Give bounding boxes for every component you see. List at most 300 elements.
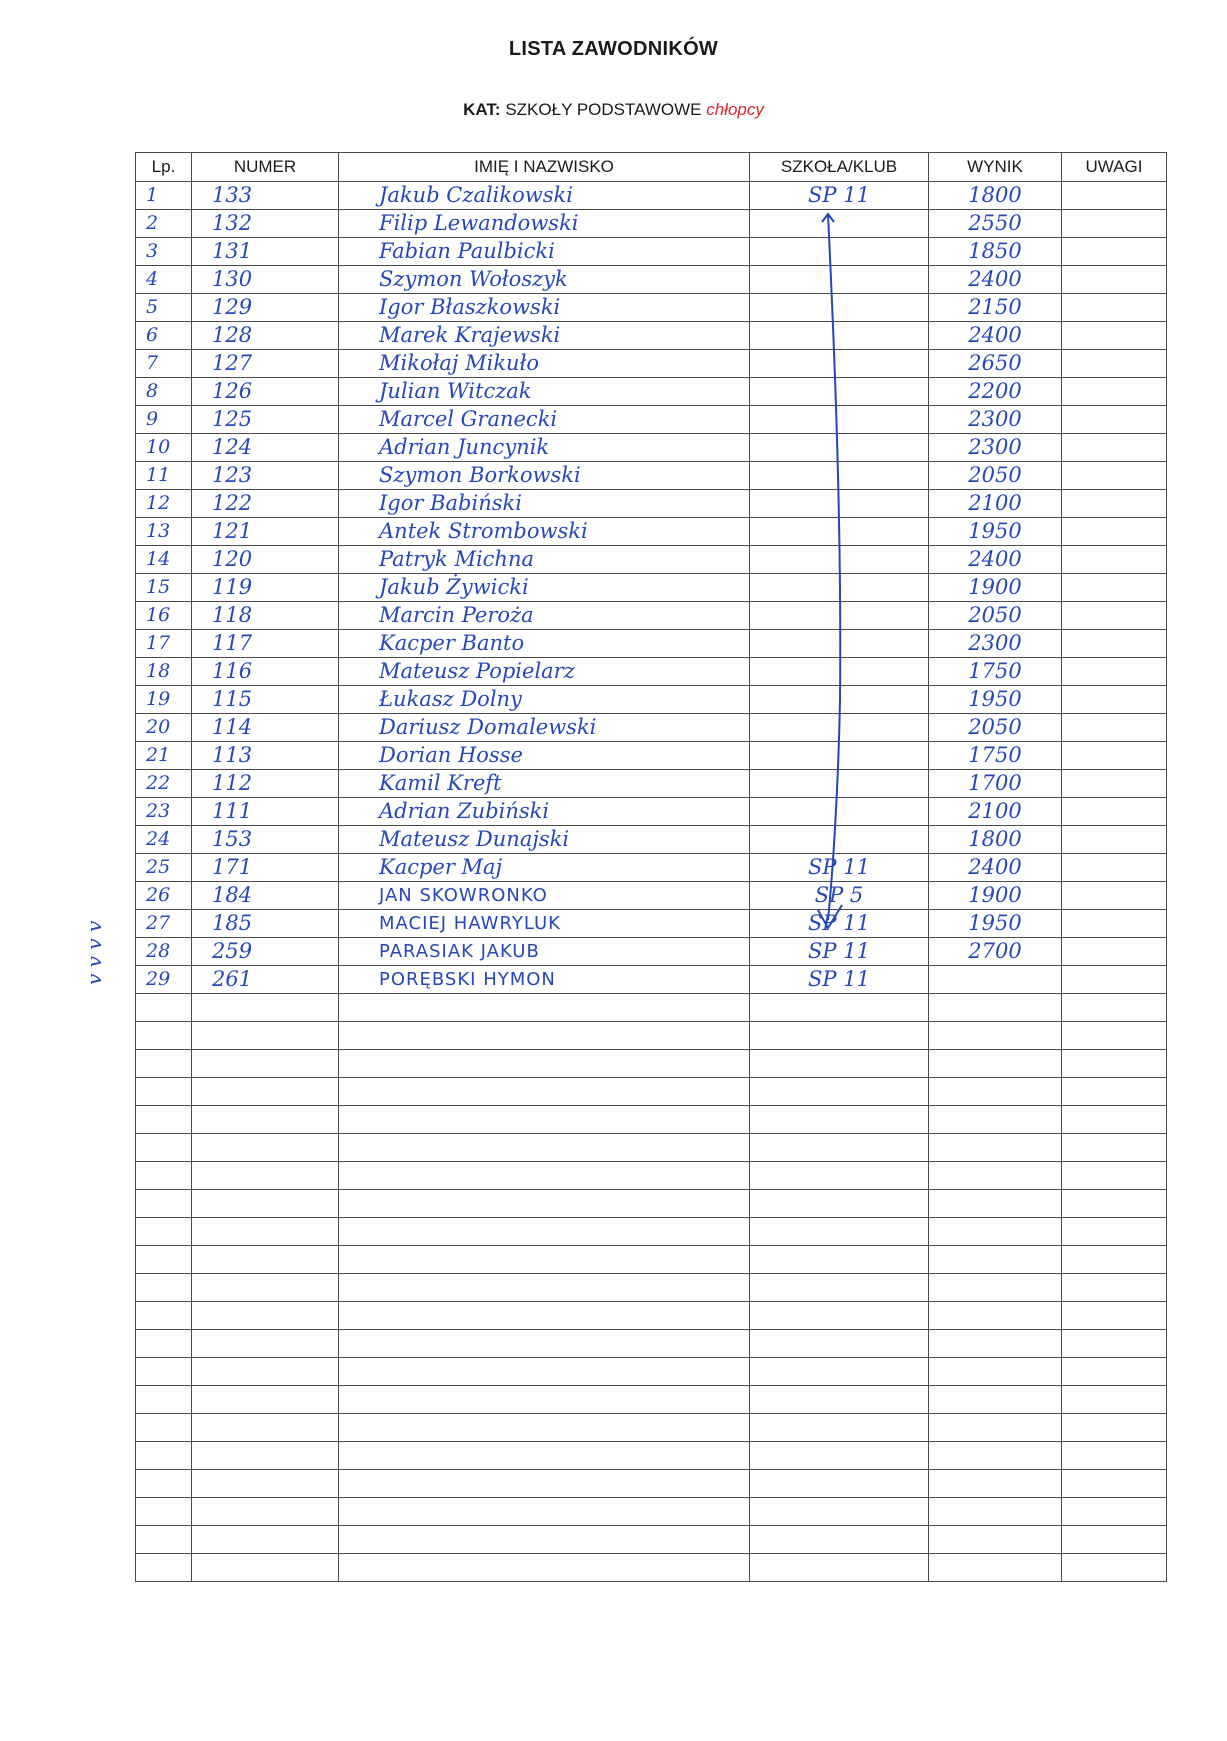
cell-club xyxy=(750,1414,929,1442)
cell-wynik-text: 2050 xyxy=(968,603,1022,627)
cell-lp xyxy=(136,994,192,1022)
cell-wynik xyxy=(929,1554,1062,1582)
table-row xyxy=(136,1022,1167,1050)
table-row xyxy=(136,462,1167,490)
cell-lp-text: 6 xyxy=(146,324,159,346)
cell-club xyxy=(750,1470,929,1498)
cell-numer xyxy=(192,854,339,882)
col-wynik: WYNIK xyxy=(929,153,1062,182)
cell-wynik xyxy=(929,1190,1062,1218)
cell-uwagi xyxy=(1062,994,1167,1022)
cell-club xyxy=(750,406,929,434)
table-row xyxy=(136,602,1167,630)
cell-uwagi xyxy=(1062,798,1167,826)
table-row xyxy=(136,714,1167,742)
cell-lp-text: 10 xyxy=(146,436,171,458)
table-row xyxy=(136,686,1167,714)
cell-uwagi xyxy=(1062,350,1167,378)
cell-lp-text: 28 xyxy=(146,940,171,962)
cell-wynik xyxy=(929,1470,1062,1498)
cell-numer-text: 131 xyxy=(212,239,253,263)
cell-name xyxy=(339,462,750,490)
cell-name xyxy=(339,1470,750,1498)
cell-club xyxy=(750,994,929,1022)
table-row xyxy=(136,1470,1167,1498)
cell-uwagi xyxy=(1062,1358,1167,1386)
table-row xyxy=(136,910,1167,938)
table-header-row xyxy=(136,153,1167,182)
cell-name xyxy=(339,1106,750,1134)
cell-wynik xyxy=(929,1526,1062,1554)
cell-wynik xyxy=(929,686,1062,714)
cell-wynik xyxy=(929,574,1062,602)
cell-lp-text: 26 xyxy=(146,884,171,906)
cell-club xyxy=(750,1526,929,1554)
cell-lp xyxy=(136,182,192,210)
cell-lp xyxy=(136,378,192,406)
cell-wynik xyxy=(929,266,1062,294)
cell-numer xyxy=(192,1386,339,1414)
cell-name xyxy=(339,1330,750,1358)
cell-numer xyxy=(192,1358,339,1386)
col-numer: NUMER xyxy=(192,153,339,182)
roster-table xyxy=(135,152,1167,1582)
cell-club xyxy=(750,518,929,546)
cell-name-text: PARASIAK JAKUB xyxy=(379,941,540,962)
cell-numer-text: 128 xyxy=(212,323,253,347)
cell-wynik xyxy=(929,994,1062,1022)
cell-lp xyxy=(136,1218,192,1246)
cell-uwagi xyxy=(1062,490,1167,518)
cell-club xyxy=(750,1330,929,1358)
table-row xyxy=(136,238,1167,266)
table-row xyxy=(136,294,1167,322)
cell-numer xyxy=(192,602,339,630)
cell-name xyxy=(339,966,750,994)
cell-club-text: SP 11 xyxy=(808,855,870,879)
table-row xyxy=(136,742,1167,770)
cell-club xyxy=(750,1246,929,1274)
cell-lp-text: 22 xyxy=(146,772,171,794)
cell-club xyxy=(750,378,929,406)
cell-lp xyxy=(136,1470,192,1498)
cell-lp-text: 4 xyxy=(146,268,159,290)
cell-numer xyxy=(192,378,339,406)
cell-club xyxy=(750,854,929,882)
table-row xyxy=(136,1246,1167,1274)
cell-lp xyxy=(136,714,192,742)
cell-wynik xyxy=(929,966,1062,994)
cell-name-text: Dorian Hosse xyxy=(379,743,523,767)
cell-numer xyxy=(192,1498,339,1526)
cell-club xyxy=(750,1078,929,1106)
cell-uwagi xyxy=(1062,1526,1167,1554)
cell-name-text: Igor Błaszkowski xyxy=(379,295,561,319)
cell-uwagi xyxy=(1062,602,1167,630)
cell-name xyxy=(339,294,750,322)
cell-club xyxy=(750,826,929,854)
cell-lp xyxy=(136,1358,192,1386)
cell-numer-text: 259 xyxy=(212,939,253,963)
cell-uwagi xyxy=(1062,1218,1167,1246)
cell-uwagi xyxy=(1062,462,1167,490)
cell-uwagi xyxy=(1062,882,1167,910)
cell-wynik xyxy=(929,714,1062,742)
cell-uwagi xyxy=(1062,714,1167,742)
cell-wynik xyxy=(929,630,1062,658)
cell-numer xyxy=(192,1190,339,1218)
cell-lp-text: 12 xyxy=(146,492,171,514)
cell-lp xyxy=(136,1190,192,1218)
cell-numer xyxy=(192,490,339,518)
cell-name-text: MACIEJ HAWRYLUK xyxy=(379,913,561,934)
cell-numer xyxy=(192,910,339,938)
cell-name xyxy=(339,1246,750,1274)
cell-numer-text: 184 xyxy=(212,883,253,907)
cell-numer xyxy=(192,1442,339,1470)
cell-wynik-text: 1950 xyxy=(968,519,1022,543)
cell-club xyxy=(750,1162,929,1190)
cell-numer xyxy=(192,210,339,238)
cell-lp xyxy=(136,1022,192,1050)
cell-lp xyxy=(136,910,192,938)
cell-wynik xyxy=(929,826,1062,854)
table-row xyxy=(136,1078,1167,1106)
cell-wynik-text: 1900 xyxy=(968,883,1022,907)
cell-numer-text: 125 xyxy=(212,407,253,431)
cell-name-text: Patryk Michna xyxy=(379,547,534,571)
cell-lp xyxy=(136,1078,192,1106)
cell-club xyxy=(750,1442,929,1470)
cell-lp xyxy=(136,1106,192,1134)
cell-club xyxy=(750,966,929,994)
cell-wynik-text: 2050 xyxy=(968,463,1022,487)
cell-uwagi xyxy=(1062,1134,1167,1162)
table-row xyxy=(136,266,1167,294)
cell-wynik xyxy=(929,1050,1062,1078)
cell-lp xyxy=(136,266,192,294)
cell-club-text: SP 11 xyxy=(808,183,870,207)
margin-checkmarks: v v v v xyxy=(82,920,106,985)
cell-club xyxy=(750,630,929,658)
cell-wynik-text: 2400 xyxy=(968,855,1022,879)
cell-club xyxy=(750,182,929,210)
cell-numer xyxy=(192,1078,339,1106)
cell-name xyxy=(339,770,750,798)
cell-club xyxy=(750,1134,929,1162)
cell-name xyxy=(339,1414,750,1442)
cell-wynik-text: 2200 xyxy=(968,379,1022,403)
cell-lp xyxy=(136,966,192,994)
cell-uwagi xyxy=(1062,1050,1167,1078)
cell-uwagi xyxy=(1062,574,1167,602)
cell-club xyxy=(750,1358,929,1386)
cell-numer-text: 132 xyxy=(212,211,253,235)
cell-numer-text: 126 xyxy=(212,379,253,403)
cell-wynik-text: 1900 xyxy=(968,575,1022,599)
cell-wynik-text: 1700 xyxy=(968,771,1022,795)
cell-wynik xyxy=(929,1274,1062,1302)
table-row xyxy=(136,182,1167,210)
cell-wynik-text: 1750 xyxy=(968,743,1022,767)
cell-wynik xyxy=(929,742,1062,770)
cell-wynik xyxy=(929,938,1062,966)
cell-wynik xyxy=(929,798,1062,826)
cell-uwagi xyxy=(1062,630,1167,658)
table-row xyxy=(136,210,1167,238)
cell-numer xyxy=(192,1050,339,1078)
cell-numer xyxy=(192,1022,339,1050)
cell-name xyxy=(339,574,750,602)
cell-lp-text: 1 xyxy=(146,184,159,206)
cell-name-text: Łukasz Dolny xyxy=(379,687,522,711)
cell-numer-text: 117 xyxy=(212,631,253,655)
cell-lp xyxy=(136,1498,192,1526)
cell-wynik xyxy=(929,1106,1062,1134)
cell-numer-text: 113 xyxy=(212,743,253,767)
cell-name xyxy=(339,1190,750,1218)
cell-name xyxy=(339,1526,750,1554)
cell-name xyxy=(339,518,750,546)
cell-name xyxy=(339,994,750,1022)
cell-name xyxy=(339,350,750,378)
cell-uwagi xyxy=(1062,1022,1167,1050)
cell-club xyxy=(750,658,929,686)
cell-club xyxy=(750,462,929,490)
cell-name xyxy=(339,1442,750,1470)
cell-uwagi xyxy=(1062,1274,1167,1302)
cell-wynik xyxy=(929,1330,1062,1358)
cell-wynik xyxy=(929,1078,1062,1106)
cell-numer-text: 123 xyxy=(212,463,253,487)
cell-wynik xyxy=(929,294,1062,322)
table-row xyxy=(136,1526,1167,1554)
cell-name-text: Fabian Paulbicki xyxy=(379,239,555,263)
cell-uwagi xyxy=(1062,266,1167,294)
cell-uwagi xyxy=(1062,182,1167,210)
cell-wynik-text: 2400 xyxy=(968,547,1022,571)
cell-name-text: Jakub Czalikowski xyxy=(379,183,573,207)
cell-lp xyxy=(136,686,192,714)
cell-uwagi xyxy=(1062,238,1167,266)
cell-wynik-text: 1950 xyxy=(968,911,1022,935)
cell-numer-text: 261 xyxy=(212,967,253,991)
cell-lp-text: 8 xyxy=(146,380,159,402)
table-row xyxy=(136,574,1167,602)
cell-lp xyxy=(136,322,192,350)
cell-numer xyxy=(192,994,339,1022)
col-uwagi: UWAGI xyxy=(1062,153,1167,182)
cell-numer xyxy=(192,406,339,434)
cell-uwagi xyxy=(1062,210,1167,238)
cell-numer xyxy=(192,266,339,294)
cell-numer xyxy=(192,714,339,742)
cell-wynik-text: 1850 xyxy=(968,239,1022,263)
cell-lp xyxy=(136,238,192,266)
cell-club xyxy=(750,266,929,294)
cell-name xyxy=(339,210,750,238)
cell-club xyxy=(750,1190,929,1218)
table-row xyxy=(136,770,1167,798)
cell-club xyxy=(750,238,929,266)
cell-wynik xyxy=(929,1302,1062,1330)
cell-name xyxy=(339,798,750,826)
cell-numer xyxy=(192,574,339,602)
cell-name-text: Adrian Zubiński xyxy=(379,799,550,823)
cell-name-text: Igor Babiński xyxy=(379,491,522,515)
cell-name xyxy=(339,1302,750,1330)
cell-club xyxy=(750,546,929,574)
cell-numer-text: 127 xyxy=(212,351,253,375)
cell-club xyxy=(750,574,929,602)
cell-name xyxy=(339,182,750,210)
table-row xyxy=(136,882,1167,910)
cell-wynik-text: 2150 xyxy=(968,295,1022,319)
cell-numer xyxy=(192,882,339,910)
cell-lp xyxy=(136,350,192,378)
table-row xyxy=(136,546,1167,574)
cell-name xyxy=(339,266,750,294)
cell-numer xyxy=(192,434,339,462)
cell-numer xyxy=(192,1106,339,1134)
cell-wynik xyxy=(929,1246,1062,1274)
cell-lp xyxy=(136,574,192,602)
cell-lp xyxy=(136,1386,192,1414)
cell-uwagi xyxy=(1062,910,1167,938)
cell-numer xyxy=(192,658,339,686)
cell-numer xyxy=(192,1134,339,1162)
cell-numer-text: 116 xyxy=(212,659,253,683)
cell-wynik xyxy=(929,406,1062,434)
cell-lp xyxy=(136,1162,192,1190)
table-row xyxy=(136,1190,1167,1218)
cell-lp xyxy=(136,882,192,910)
cell-club xyxy=(750,938,929,966)
table-row xyxy=(136,1330,1167,1358)
cell-wynik-text: 1800 xyxy=(968,827,1022,851)
col-lp: Lp. xyxy=(136,153,192,182)
cell-name-text: Szymon Borkowski xyxy=(379,463,581,487)
cell-name xyxy=(339,238,750,266)
cell-numer xyxy=(192,966,339,994)
cell-uwagi xyxy=(1062,1078,1167,1106)
cell-lp-text: 24 xyxy=(146,828,171,850)
cell-wynik-text: 2650 xyxy=(968,351,1022,375)
cell-name xyxy=(339,1386,750,1414)
cell-name xyxy=(339,378,750,406)
cell-wynik xyxy=(929,1358,1062,1386)
cell-wynik xyxy=(929,490,1062,518)
table-row xyxy=(136,826,1167,854)
cell-name xyxy=(339,910,750,938)
category-label: KAT: xyxy=(463,100,501,119)
cell-club xyxy=(750,602,929,630)
cell-name-text: Adrian Juncynik xyxy=(379,435,550,459)
cell-wynik xyxy=(929,434,1062,462)
cell-wynik xyxy=(929,658,1062,686)
cell-lp-text: 18 xyxy=(146,660,171,682)
cell-uwagi xyxy=(1062,1414,1167,1442)
cell-wynik-text: 2700 xyxy=(968,939,1022,963)
cell-uwagi xyxy=(1062,742,1167,770)
cell-name xyxy=(339,546,750,574)
cell-lp xyxy=(136,490,192,518)
table-row xyxy=(136,1442,1167,1470)
cell-name xyxy=(339,1554,750,1582)
cell-lp-text: 11 xyxy=(146,464,171,486)
table-row xyxy=(136,1358,1167,1386)
cell-uwagi xyxy=(1062,938,1167,966)
cell-numer xyxy=(192,294,339,322)
cell-lp xyxy=(136,602,192,630)
cell-lp-text: 17 xyxy=(146,632,171,654)
cell-uwagi xyxy=(1062,1470,1167,1498)
cell-lp xyxy=(136,1330,192,1358)
table-row xyxy=(136,322,1167,350)
table-row xyxy=(136,1274,1167,1302)
cell-club xyxy=(750,1554,929,1582)
cell-lp-text: 16 xyxy=(146,604,171,626)
cell-lp xyxy=(136,1414,192,1442)
cell-lp-text: 7 xyxy=(146,352,159,374)
cell-numer-text: 130 xyxy=(212,267,253,291)
cell-numer xyxy=(192,350,339,378)
cell-uwagi xyxy=(1062,1330,1167,1358)
cell-wynik-text: 1950 xyxy=(968,687,1022,711)
col-club: SZKOŁA/KLUB xyxy=(750,153,929,182)
cell-lp-text: 29 xyxy=(146,968,171,990)
cell-numer xyxy=(192,182,339,210)
cell-numer xyxy=(192,238,339,266)
cell-numer-text: 171 xyxy=(212,855,253,879)
cell-uwagi xyxy=(1062,406,1167,434)
cell-numer-text: 111 xyxy=(212,799,253,823)
cell-uwagi xyxy=(1062,1106,1167,1134)
cell-numer-text: 185 xyxy=(212,911,253,935)
table-row xyxy=(136,966,1167,994)
cell-numer xyxy=(192,630,339,658)
cell-name-text: PORĘBSKI HYMON xyxy=(379,969,556,990)
cell-wynik xyxy=(929,854,1062,882)
table-row xyxy=(136,994,1167,1022)
cell-numer xyxy=(192,826,339,854)
cell-numer xyxy=(192,1330,339,1358)
cell-numer-text: 120 xyxy=(212,547,253,571)
cell-club xyxy=(750,1498,929,1526)
cell-uwagi xyxy=(1062,826,1167,854)
cell-uwagi xyxy=(1062,294,1167,322)
cell-wynik-text: 2400 xyxy=(968,267,1022,291)
cell-wynik xyxy=(929,546,1062,574)
cell-numer-text: 129 xyxy=(212,295,253,319)
cell-uwagi xyxy=(1062,1246,1167,1274)
cell-name xyxy=(339,1218,750,1246)
cell-name-text: Antek Strombowski xyxy=(379,519,588,543)
cell-club xyxy=(750,322,929,350)
cell-wynik xyxy=(929,1442,1062,1470)
cell-wynik-text: 2100 xyxy=(968,491,1022,515)
cell-wynik-text: 2100 xyxy=(968,799,1022,823)
cell-name xyxy=(339,714,750,742)
page-title: LISTA ZAWODNIKÓW xyxy=(508,38,719,60)
cell-wynik xyxy=(929,322,1062,350)
cell-numer xyxy=(192,1470,339,1498)
cell-numer-text: 114 xyxy=(212,715,253,739)
table-row xyxy=(136,378,1167,406)
category-sub: chłopcy xyxy=(706,100,764,119)
cell-numer xyxy=(192,1526,339,1554)
cell-club xyxy=(750,910,929,938)
